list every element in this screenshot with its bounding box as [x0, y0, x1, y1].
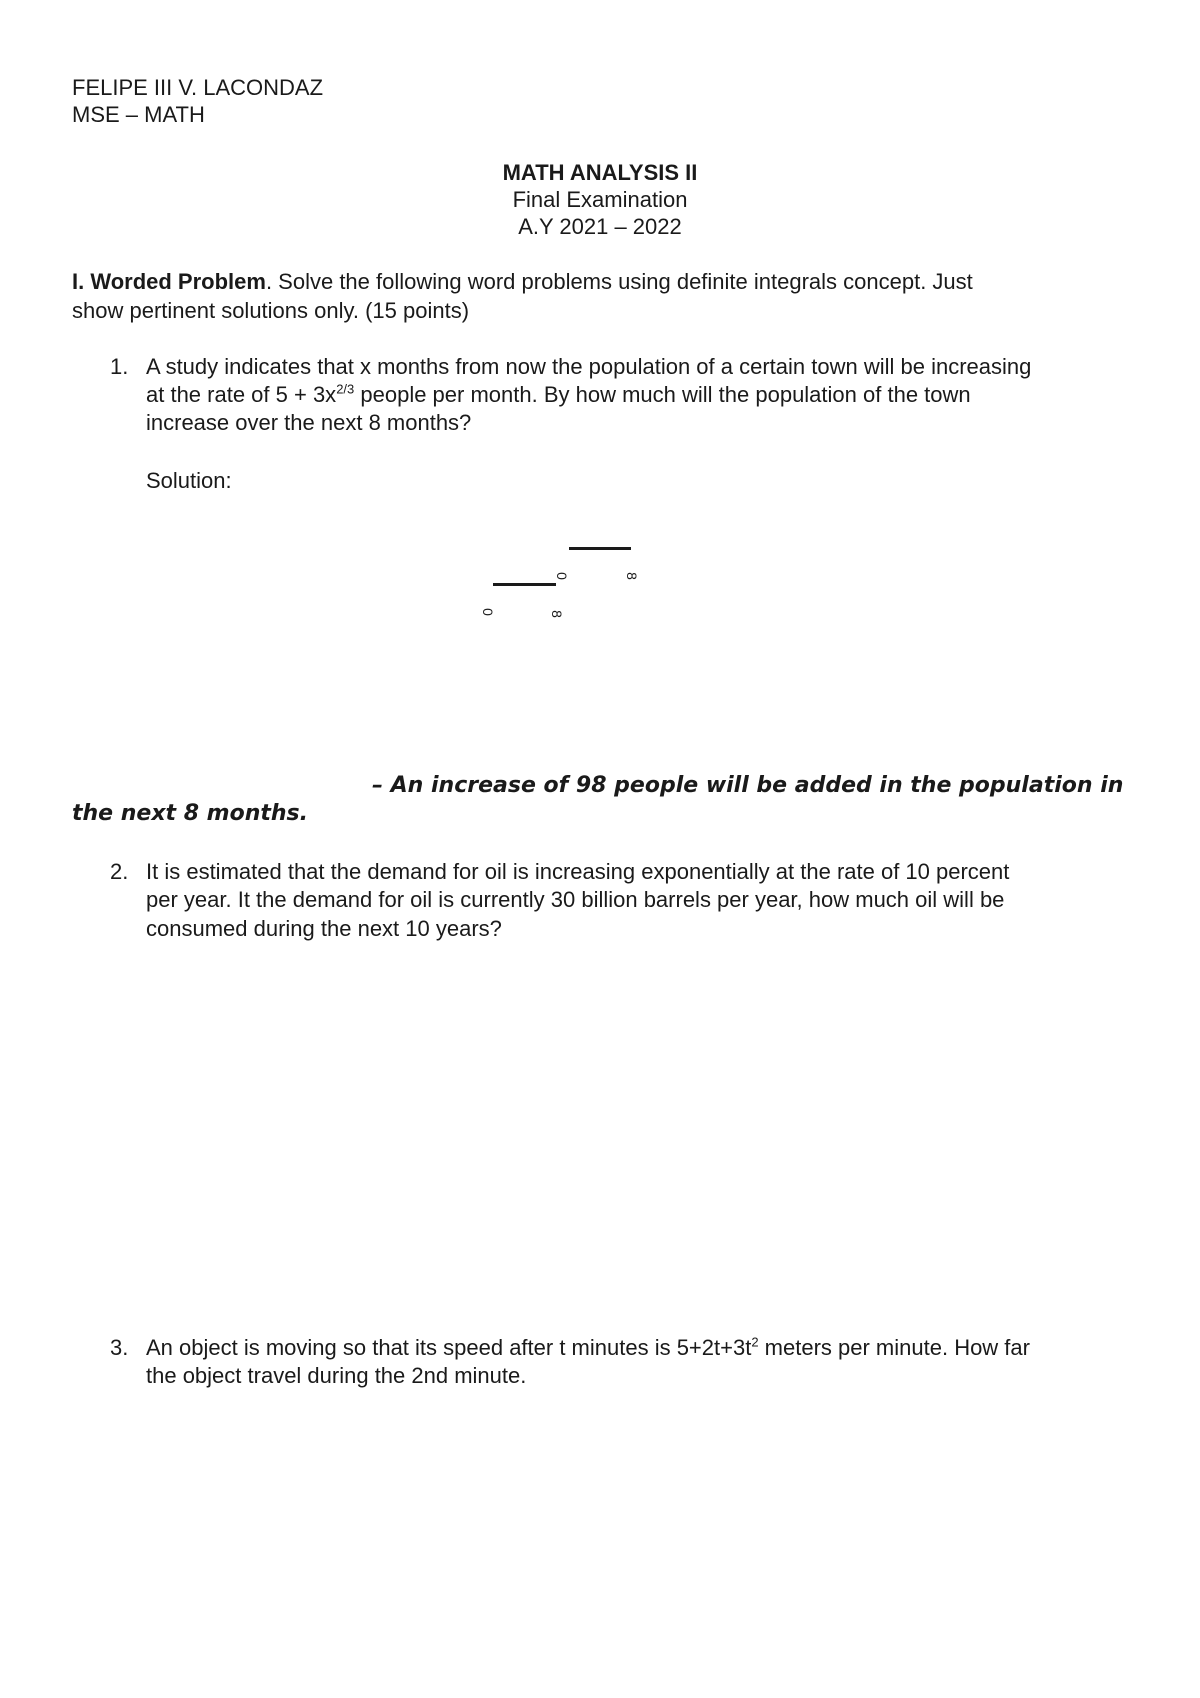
problem-3-line-1-pre: An object is moving so that its speed after t minutes is 5+2t+3t: [146, 1335, 752, 1360]
fraction-bar-lower: [493, 583, 556, 586]
solution-label: Solution:: [146, 468, 232, 493]
problem-3-number: 3.: [110, 1335, 129, 1360]
instruction-line-2: show pertinent solutions only. (15 points): [72, 298, 470, 323]
problem-3-line-2: the object travel during the 2nd minute.: [146, 1363, 527, 1388]
problem-3-line-1-post: meters per minute. How far: [758, 1335, 1030, 1360]
course-title: MATH ANALYSIS II: [502, 160, 698, 185]
problem-3-line-1: [146, 1334, 1030, 1362]
problem-1-line-2-post: people per month. By how much will the population of the town: [354, 382, 971, 407]
limit-lower-lower-bar: 0: [479, 608, 496, 616]
fraction-bar-upper: [569, 547, 631, 550]
problem-2-line-3: consumed during the next 10 years?: [146, 916, 502, 941]
problem-2-line-1: It is estimated that the demand for oil is increasing exponentially at the rate of 10 percent: [146, 859, 1010, 884]
limit-upper-upper-bar: 8: [623, 572, 640, 580]
instruction-line-1: . Solve the following word problems using definite integrals concept. Just: [265, 269, 973, 294]
student-name: FELIPE III V. LACONDAZ: [72, 75, 324, 100]
problem-1-line-3: increase over the next 8 months?: [146, 410, 472, 435]
limit-lower-upper-bar: 0: [553, 572, 570, 580]
academic-year: A.Y 2021 – 2022: [518, 214, 682, 239]
problem-1-answer-line-1: – An increase of 98 people will be added in the population in: [372, 773, 1124, 798]
problem-1-number: 1.: [110, 354, 129, 379]
exam-title: Final Examination: [512, 187, 688, 212]
problem-2-number: 2.: [110, 859, 129, 884]
problem-2-line-2: per year. It the demand for oil is currently 30 billion barrels per year, how much oil will be: [146, 887, 1005, 912]
problem-1-line-2-pre: at the rate of 5 + 3x: [146, 382, 337, 407]
student-program: MSE – MATH: [72, 102, 205, 127]
section-heading: I. Worded Problem: [72, 269, 266, 294]
section-instruction: [72, 268, 973, 296]
problem-3-exponent: 2: [751, 1334, 759, 1350]
limit-upper-lower-bar: 8: [548, 610, 565, 618]
problem-1-answer-line-2: the next 8 months.: [72, 801, 309, 826]
problem-1-line-2: [146, 381, 971, 409]
problem-1-exponent: 2/3: [336, 381, 355, 397]
problem-1-line-1: A study indicates that x months from now the population of a certain town will be increasing: [146, 354, 1032, 379]
